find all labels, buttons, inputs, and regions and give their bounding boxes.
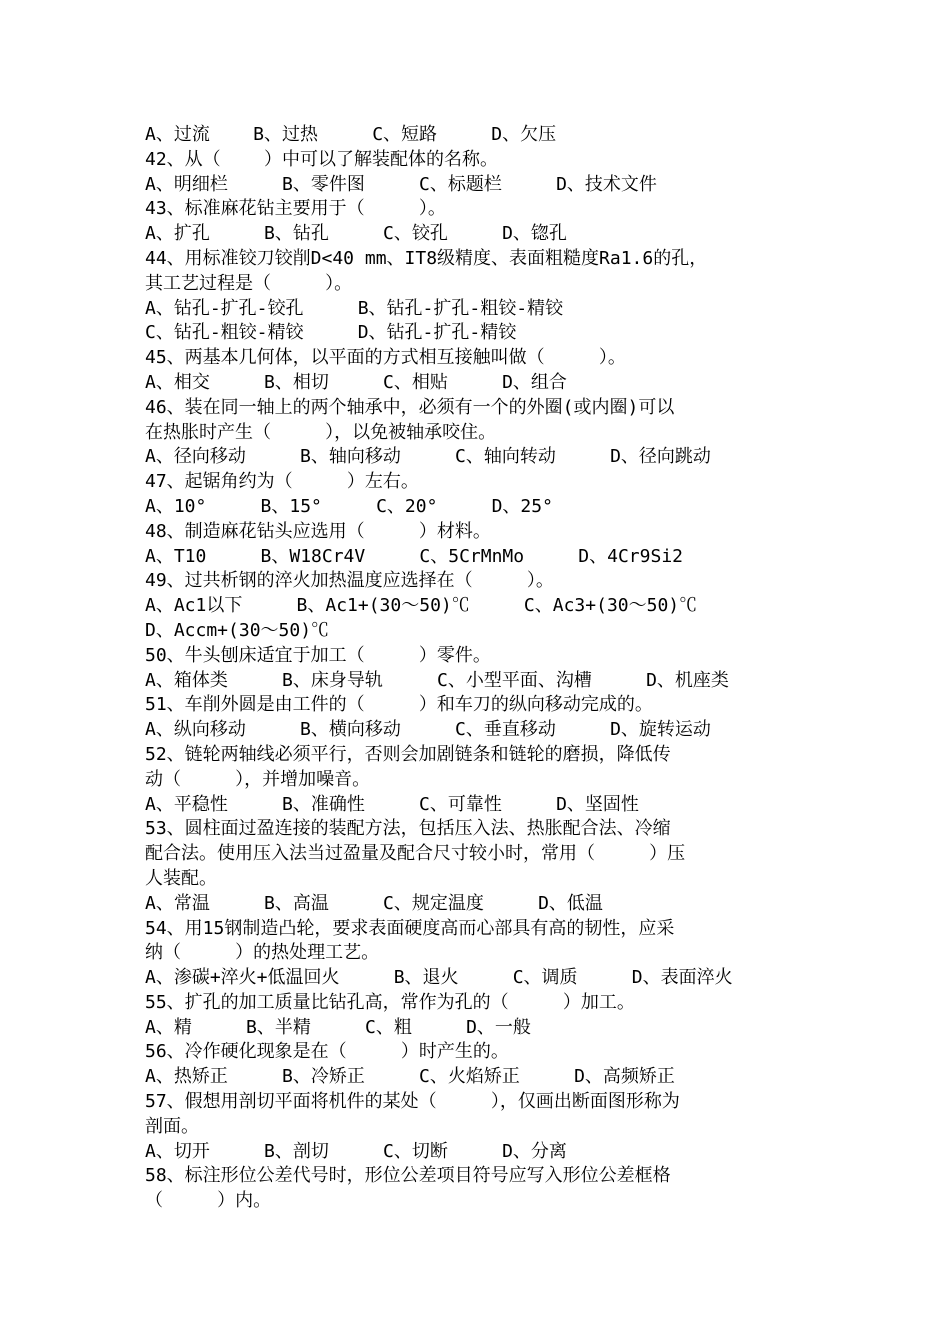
options-45: A、相交 B、相切 C、相贴 D、组合 bbox=[145, 371, 567, 393]
question-42: 42、从（ ）中可以了解装配体的名称。 bbox=[145, 148, 499, 170]
options-52: A、平稳性 B、准确性 C、可靠性 D、坚固性 bbox=[145, 793, 639, 815]
options-44-b: C、钻孔-粗铰-精铰 D、钻孔-扩孔-精铰 bbox=[145, 322, 517, 344]
options-55: A、精 B、半精 C、粗 D、一般 bbox=[145, 1016, 531, 1038]
options-56: A、热矫正 B、冷矫正 C、火焰矫正 D、高频矫正 bbox=[145, 1066, 675, 1088]
options-54: A、渗碳+淬火+低温回火 B、退火 C、调质 D、表面淬火 bbox=[145, 967, 733, 989]
question-53-cont-2: 人装配。 bbox=[145, 867, 217, 889]
question-56: 56、冷作硬化现象是在（ ）时产生的。 bbox=[145, 1041, 509, 1063]
options-49-a: A、Ac1以下 B、Ac1+(30～50)℃ C、Ac3+(30～50)℃ bbox=[145, 595, 698, 617]
question-46-cont: 在热胀时产生（ ），以免被轴承咬住。 bbox=[145, 421, 497, 443]
question-46: 46、装在同一轴上的两个轴承中，必须有一个的外圈(或内圈)可以 bbox=[145, 396, 675, 418]
options-44-a: A、钻孔-扩孔-铰孔 B、钻孔-扩孔-粗铰-精铰 bbox=[145, 297, 564, 319]
question-43: 43、标准麻花钻主要用于（ ）。 bbox=[145, 198, 446, 220]
text-line: A、过流 B、过热 C、短路 D、欠压 bbox=[145, 124, 557, 145]
question-58: 58、标注形位公差代号时，形位公差项目符号应写入形位公差框格 bbox=[145, 1165, 671, 1187]
question-55: 55、扩孔的加工质量比钻孔高，常作为孔的（ ）加工。 bbox=[145, 991, 635, 1013]
question-53-cont: 配合法。使用压入法当过盈量及配合尺寸较小时，常用（ ）压 bbox=[145, 843, 686, 865]
question-44-cont: 其工艺过程是（ ）。 bbox=[145, 272, 353, 294]
options-49-b: D、Accm+(30～50)℃ bbox=[145, 619, 330, 641]
options-42: A、明细栏 B、零件图 C、标题栏 D、技术文件 bbox=[145, 173, 657, 195]
options-47: A、10° B、15° C、20° D、25° bbox=[145, 495, 553, 517]
question-58-cont: （ ）内。 bbox=[145, 1190, 272, 1212]
question-54: 54、用15钢制造凸轮，要求表面硬度高而心部具有高的韧性，应采 bbox=[145, 917, 675, 939]
question-48: 48、制造麻花钻头应选用（ ）材料。 bbox=[145, 520, 491, 542]
question-51: 51、车削外圆是由工件的（ ）和车刀的纵向移动完成的。 bbox=[145, 694, 653, 716]
options-50: A、箱体类 B、床身导轨 C、小型平面、沟槽 D、机座类 bbox=[145, 669, 729, 691]
question-57: 57、假想用剖切平面将机件的某处（ ），仅画出断面图形称为 bbox=[145, 1091, 680, 1113]
question-50: 50、牛头刨床适宜于加工（ ）零件。 bbox=[145, 644, 491, 666]
options-43: A、扩孔 B、钻孔 C、铰孔 D、锪孔 bbox=[145, 223, 567, 245]
options-46: A、径向移动 B、轴向移动 C、轴向转动 D、径向跳动 bbox=[145, 446, 711, 468]
question-52-cont: 动（ ），并增加噪音。 bbox=[145, 768, 371, 790]
document-body bbox=[145, 123, 815, 1214]
question-54-cont: 纳（ ）的热处理工艺。 bbox=[145, 942, 380, 964]
question-52: 52、链轮两轴线必须平行，否则会加剧链条和链轮的磨损，降低传 bbox=[145, 743, 671, 765]
question-45: 45、两基本几何体，以平面的方式相互接触叫做（ ）。 bbox=[145, 347, 626, 369]
options-51: A、纵向移动 B、横向移动 C、垂直移动 D、旋转运动 bbox=[145, 719, 711, 741]
question-47: 47、起锯角约为（ ）左右。 bbox=[145, 471, 419, 493]
question-57-cont: 剖面。 bbox=[145, 1115, 199, 1137]
options-57: A、切开 B、剖切 C、切断 D、分离 bbox=[145, 1140, 567, 1162]
question-44: 44、用标准铰刀铰削D<40 mm、IT8级精度、表面粗糙度Ra1.6的孔， bbox=[145, 247, 708, 269]
options-53: A、常温 B、高温 C、规定温度 D、低温 bbox=[145, 892, 603, 914]
options-48: A、T10 B、W18Cr4V C、5CrMnMo D、4Cr9Si2 bbox=[145, 545, 683, 567]
question-49: 49、过共析钢的淬火加热温度应选择在（ ）。 bbox=[145, 570, 554, 592]
question-53: 53、圆柱面过盈连接的装配方法，包括压入法、热胀配合法、冷缩 bbox=[145, 818, 671, 840]
